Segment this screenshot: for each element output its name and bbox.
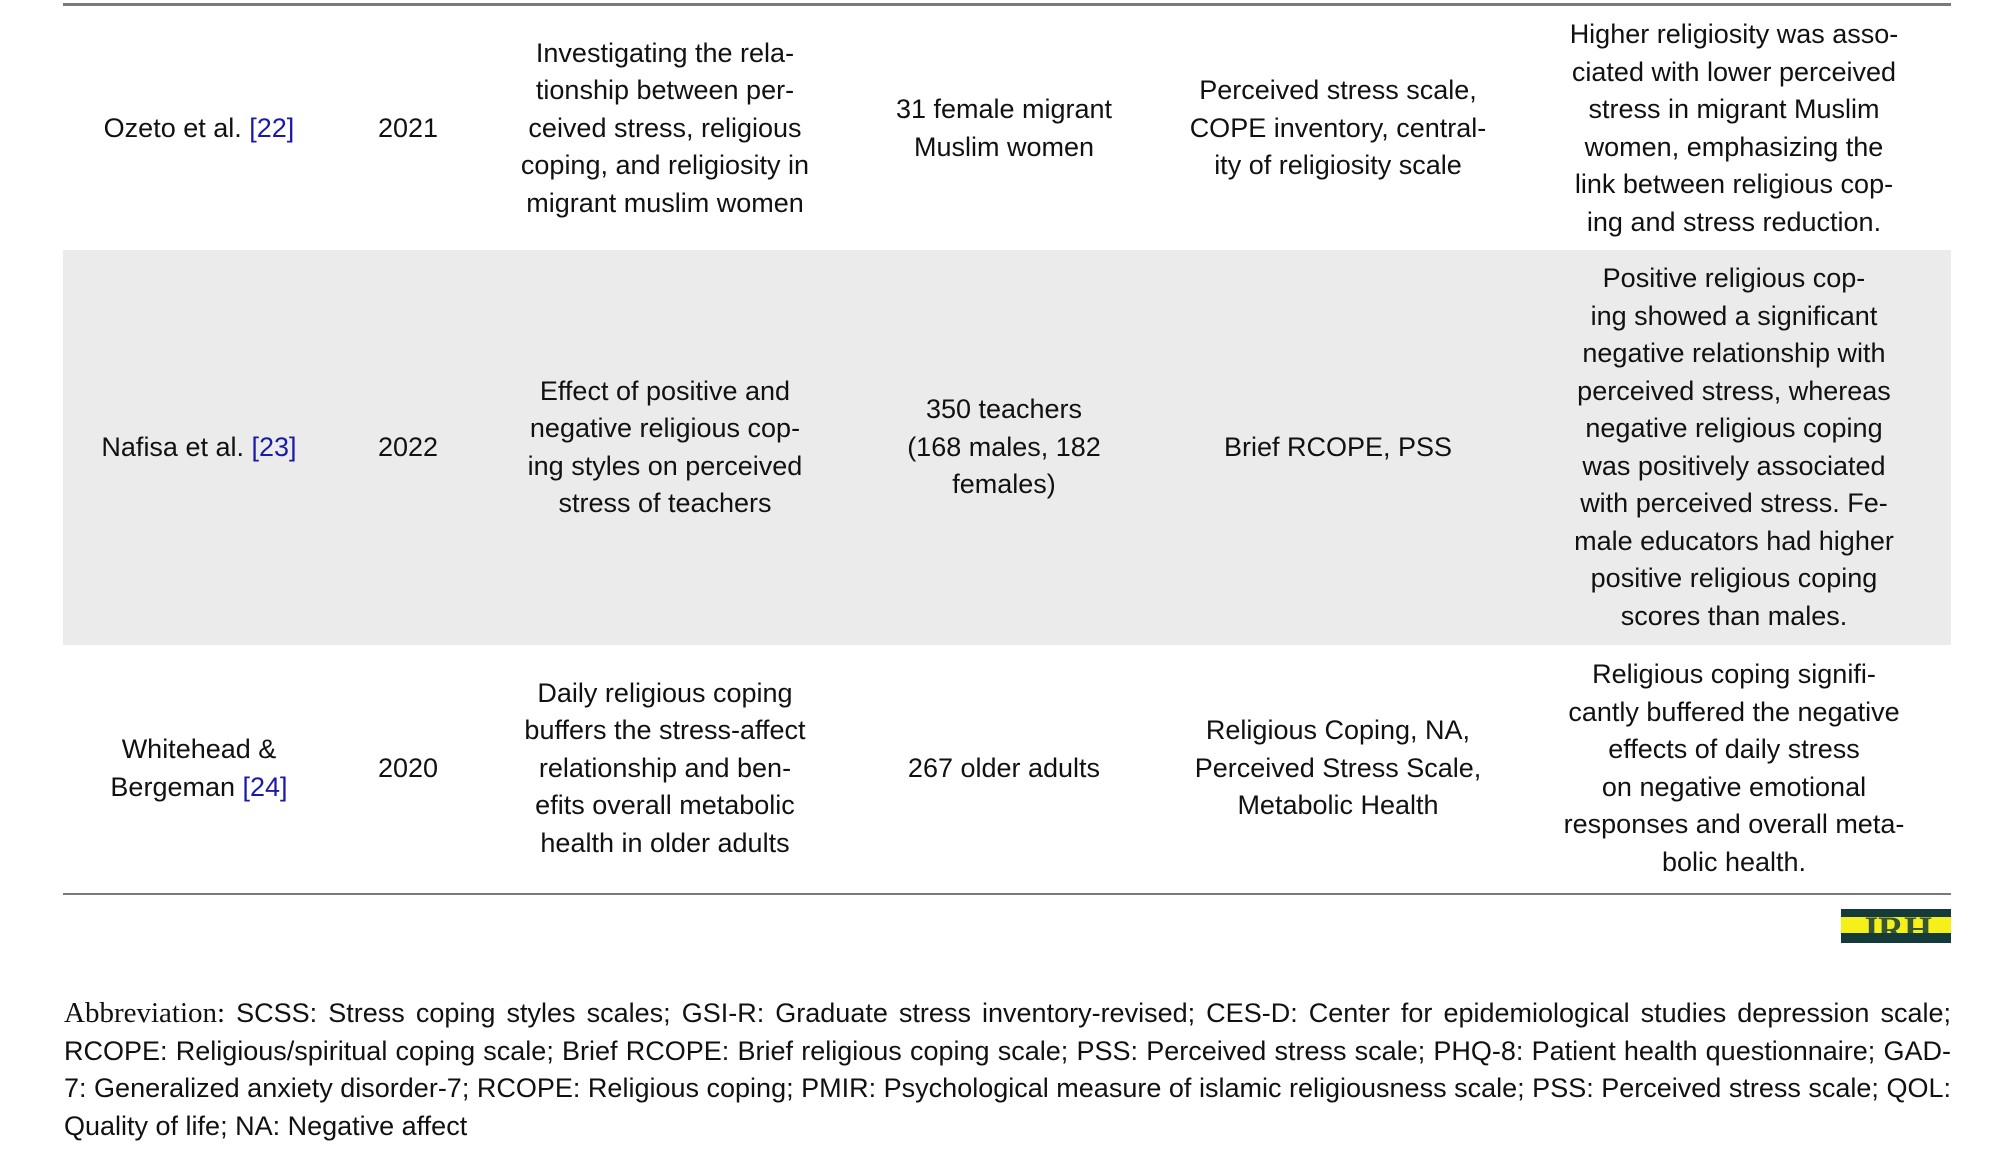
table-bottom-rule <box>63 893 1951 895</box>
cell-line: on negative emotional <box>1601 771 1867 802</box>
cell-line: Religious Coping, NA, <box>1205 715 1471 746</box>
cell-aim <box>481 7 849 250</box>
table-row <box>63 7 1951 250</box>
cell-line: was positively associated <box>1582 450 1886 481</box>
cell-line: relationship and ben- <box>538 752 792 783</box>
cell-line: efits overall metabolic <box>535 790 795 821</box>
cell-line: cantly buffered the negative <box>1568 696 1900 727</box>
cell-line: Muslim women <box>913 131 1095 162</box>
cell-line: with perceived stress. Fe- <box>1580 488 1888 518</box>
citation-link[interactable]: [22] <box>249 112 295 143</box>
table-top-rule <box>63 3 1951 6</box>
cell-measures <box>1159 250 1517 645</box>
cell-year <box>335 645 481 892</box>
cell-aim <box>481 645 849 892</box>
cell-author <box>63 645 335 892</box>
cell-line: positive religious coping <box>1590 563 1878 593</box>
table-row <box>63 645 1951 892</box>
cell-sample <box>849 645 1159 892</box>
cell-line: migrant muslim women <box>526 187 804 218</box>
cell-line: Perceived Stress Scale, <box>1194 752 1482 783</box>
cell-line: male educators had higher <box>1574 525 1894 556</box>
cell-author <box>63 250 335 645</box>
cell-sample <box>849 7 1159 250</box>
cell-line: link between religious cop- <box>1574 169 1894 199</box>
abbreviation-note <box>64 995 1951 1145</box>
cell-measures <box>1159 645 1517 892</box>
cell-line: buffers the stress-affect <box>524 715 806 746</box>
cell-sample <box>849 250 1159 645</box>
cell-line: ing and stress reduction. <box>1586 206 1882 237</box>
cell-findings <box>1517 645 1951 892</box>
cell-line: 350 teachers <box>925 394 1083 425</box>
cell-line: females) <box>952 469 1056 500</box>
cell-line: perceived stress, whereas <box>1577 375 1891 406</box>
cell-line: health in older adults <box>540 827 790 858</box>
abbreviation-text: SCSS: Stress coping styles scales; GSI-R: Graduate stress inventory-revised; CES-D: Center for epidemiological studies depression scale; RCOPE: Religious/spiritual coping scale; Brief RCOPE: Brief religious coping scale; PSS: Perceived stress scale; PHQ-8: Patient health questionnaire; GAD-7: Generalized anxiety disorder-7; RCOPE: Religious coping; PMIR: Psychological measure of islamic religiousness scale; PSS: Perceived stress scale; QOL: Quality of life; NA: Negative affect <box>64 998 1951 1141</box>
cell-line: women, emphasizing the <box>1584 131 1884 162</box>
cell-line: 2020 <box>377 752 439 783</box>
author-line <box>101 429 296 467</box>
jrh-logo <box>1841 909 1951 949</box>
abbreviation-label: Abbreviation: <box>64 997 226 1029</box>
cell-line: Brief RCOPE, PSS <box>1223 431 1453 462</box>
author-line <box>104 110 295 148</box>
citation-link[interactable]: [23] <box>251 431 297 462</box>
cell-line: Positive religious cop- <box>1602 263 1866 293</box>
cell-line: Religious coping signifi- <box>1592 659 1876 689</box>
citation-link[interactable]: [24] <box>242 771 288 802</box>
cell-year <box>335 250 481 645</box>
cell-line: tionship between per- <box>535 75 795 106</box>
cell-line: ciated with lower perceived <box>1571 56 1897 87</box>
cell-line: coping, and religiosity in <box>520 150 810 181</box>
cell-line: Perceived stress scale, <box>1199 75 1477 106</box>
cell-line: COPE inventory, central- <box>1189 112 1487 143</box>
author-line <box>110 769 287 807</box>
cell-line: Bergeman <box>110 771 235 802</box>
cell-line: stress of teachers <box>558 488 772 518</box>
cell-line: negative religious coping <box>1585 413 1883 443</box>
cell-line: 267 older adults <box>907 752 1101 783</box>
cell-line: stress in migrant Muslim <box>1588 94 1880 124</box>
cell-line: Whitehead & <box>121 734 277 764</box>
logo-text: JRH <box>1860 909 1932 949</box>
cell-findings <box>1517 250 1951 645</box>
cell-line: 2022 <box>377 431 439 462</box>
cell-line: negative relationship with <box>1582 338 1886 368</box>
cell-line: responses and overall meta- <box>1563 809 1905 839</box>
cell-line: ing styles on perceived <box>527 450 803 481</box>
cell-line: Ozeto et al. <box>103 112 242 143</box>
cell-line: 31 female migrant <box>895 94 1113 124</box>
cell-line: effects of daily stress <box>1608 734 1860 764</box>
cell-line: negative religious cop- <box>529 413 801 443</box>
cell-aim <box>481 250 849 645</box>
cell-measures <box>1159 7 1517 250</box>
cell-line: Nafisa et al. <box>101 431 244 462</box>
cell-line: Effect of positive and <box>539 375 791 406</box>
cell-line: ing showed a significant <box>1590 300 1878 331</box>
cell-findings <box>1517 7 1951 250</box>
cell-author <box>63 7 335 250</box>
cell-line: 2021 <box>377 112 439 143</box>
cell-line: ity of religiosity scale <box>1214 150 1462 181</box>
cell-line: Investigating the rela- <box>535 37 795 68</box>
cell-year <box>335 7 481 250</box>
cell-line: Metabolic Health <box>1237 790 1439 821</box>
cell-line: ceived stress, religious <box>528 112 802 143</box>
cell-line: Higher religiosity was asso- <box>1569 19 1899 49</box>
cell-line: Daily religious coping <box>537 677 793 708</box>
cell-line: bolic health. <box>1661 846 1807 877</box>
cell-line: (168 males, 182 <box>907 431 1101 462</box>
table-row <box>63 250 1951 645</box>
cell-line: scores than males. <box>1620 600 1848 631</box>
